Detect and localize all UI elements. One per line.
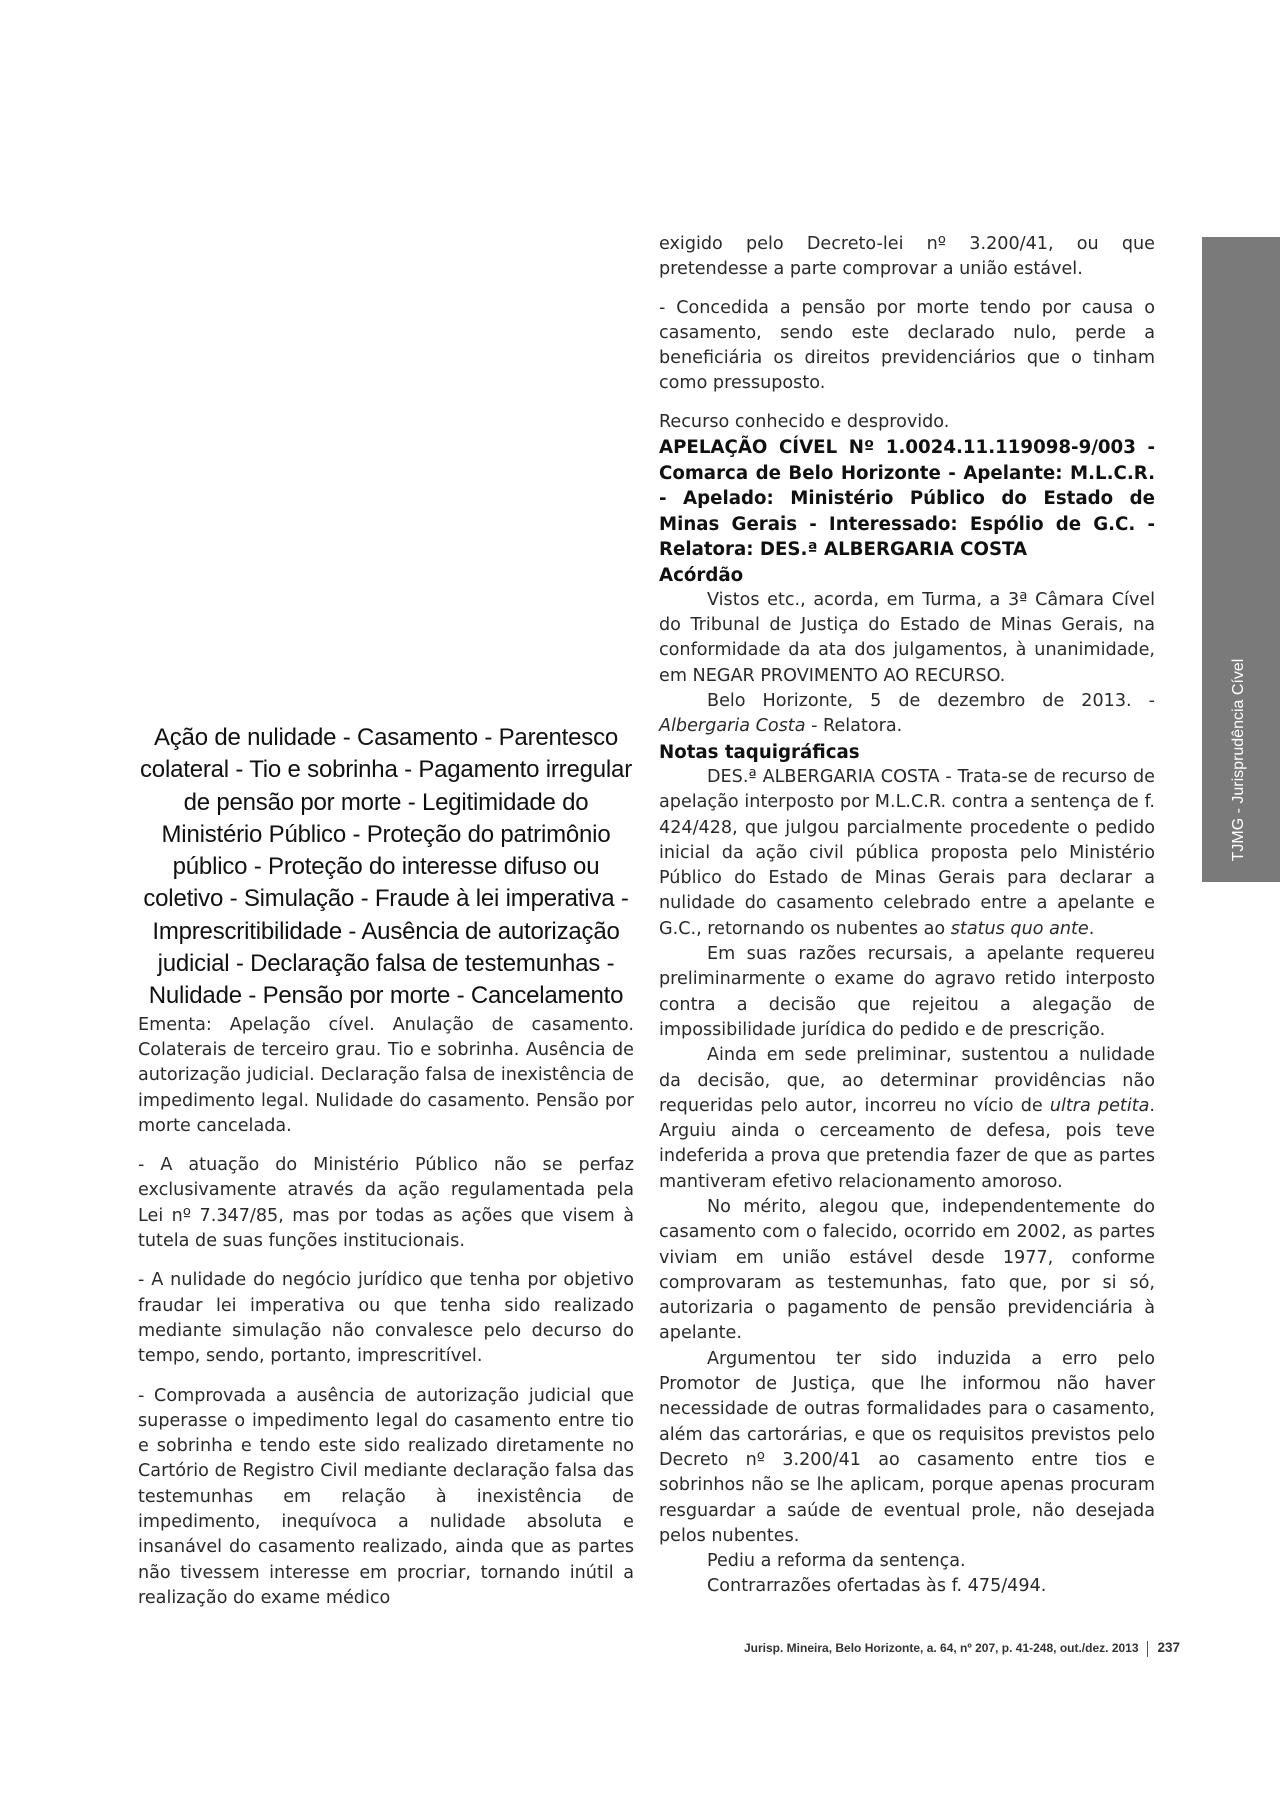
paragraph: - A nulidade do negócio jurídico que tenha por objetivo fraudar lei imperativa ou que tenha sido realizado mediante simulação não convalesce pelo decurso do tempo, sendo, portanto, imprescritível.: [138, 1270, 634, 1367]
text: Ainda em sede preliminar, sustentou a nulidade da decisão, que, ao determinar providências não requeridas pelo autor, incorreu no vício de: [659, 1045, 1155, 1116]
notes-paragraph: Pediu a reforma da sentença.: [707, 1551, 966, 1572]
notes-paragraph: Em suas razões recursais, a apelante requereu preliminarmente o exame do agravo retido interposto contra a decisão que rejeitou a alegação de impossibilidade jurídica do pedido e de prescrição.: [659, 944, 1155, 1040]
paragraph: - A atuação do Ministério Público não se perfaz exclusivamente através da ação regulamentada pela Lei nº 7.347/85, mas por todas as ações que visem à tutela de suas funções institucionais.: [138, 1155, 634, 1252]
left-column: [138, 722, 634, 1611]
acordao-title: Acórdão: [659, 564, 744, 586]
paragraph: - Concedida a pensão por morte tendo por causa o casamento, sendo este declarado nulo, perde a beneficiária os direitos previdenciários que o tinham como pressuposto.: [659, 297, 1155, 394]
paragraph: - Comprovada a ausência de autorização judicial que superasse o impedimento legal do casamento entre tio e sobrinha e tendo este sido realizado diretamente no Cartório de Registro Civil mediante declaração falsa das testemunhas em relação à inexistência de impedimento, inequívoca a nulidade absoluta e insanável do casamento realizado, ainda que as partes não tivessem interesse em procriar, tornando inútil a realização do exame médico: [138, 1385, 634, 1608]
notes-paragraph: No mérito, alegou que, independentemente do casamento com o falecido, ocorrido em 2002, as partes viviam em união estável desde 1977, conforme comprovaram as testemunhas, fato que, por si só, autorizaria o pagamento de pensão previdenciária à apelante.: [659, 1197, 1155, 1344]
notes-paragraph: [659, 765, 1155, 942]
italic-term: status quo ante: [950, 918, 1089, 939]
divider: [1147, 1641, 1148, 1657]
case-header: APELAÇÃO CÍVEL Nº 1.0024.11.119098-9/003 - Comarca de Belo Horizonte - Apelante: M.L.C.R. - Apelado: Ministério Público do Estado de Minas Gerais - Interessado: Espólio de G.C. - Relatora: DES.ª ALBERGARIA COSTA: [659, 437, 1155, 561]
right-column: [659, 232, 1155, 1600]
italic-term: ultra petita: [1049, 1095, 1150, 1116]
page-footer: [744, 1640, 1181, 1657]
signature: Albergaria Costa: [659, 716, 806, 737]
notes-paragraph: Argumentou ter sido induzida a erro pelo Promotor de Justiça, que lhe informou não haver necessidade de outras formalidades para o casamento, além das cartorárias, e que os requisitos previstos pelo Decreto nº 3.200/41 ao casamento entre tios e sobrinhos não se lhe aplicam, porque apenas procuram resguardar a saúde de eventual prole, não desejada pelos nubentes.: [659, 1348, 1155, 1546]
notes-paragraph: [659, 1043, 1155, 1195]
headline: Ação de nulidade - Casamento - Parentesco colateral - Tio e sobrinha - Pagamento irregular de pensão por morte - Legitimidade do Ministério Público - Proteção do patrimônio público - Proteção do interesse difuso ou coletivo - Simulação - Fraude à lei imperativa - Imprescritibilidade - Ausência de autorização judicial - Declaração falsa de testemunhas - Nulidade - Pensão por morte - Cancelamento: [140, 724, 632, 1010]
notas-title: Notas taquigráficas: [659, 741, 860, 763]
role-text: - Relatora.: [805, 716, 903, 737]
text: .: [1088, 918, 1095, 939]
side-tab-label: TJMG - Jurisprudência Cível: [1230, 658, 1247, 862]
page-number: 237: [1157, 1640, 1181, 1655]
acordao-date: [659, 689, 1155, 740]
citation: Jurisp. Mineira, Belo Horizonte, a. 64, nº 207, p. 41-248, out./dez. 2013: [744, 1641, 1139, 1655]
ementa: Ementa: Apelação cível. Anulação de casamento. Colaterais de terceiro grau. Tio e sobrinha. Ausência de autorização judicial. Declaração falsa de inexistência de impedimento legal. Nulidade do casamento. Pensão por morte cancelada.: [138, 1014, 634, 1136]
paragraph: Recurso conhecido e desprovido.: [659, 411, 950, 432]
paragraph: exigido pelo Decreto-lei nº 3.200/41, ou que pretendesse a parte comprovar a união estável.: [659, 234, 1155, 280]
date-text: Belo Horizonte, 5 de dezembro de 2013. -: [707, 691, 1155, 712]
notes-paragraph: Contrarrazões ofertadas às f. 475/494.: [707, 1576, 1047, 1597]
text: DES.ª ALBERGARIA COSTA - Trata-se de recurso de apelação interposto por M.L.C.R. contra a sentença de f. 424/428, que julgou parcialmente procedente o pedido inicial da ação civil pública proposta pelo Ministério Público do Estado de Minas Gerais para declarar a nulidade do casamento celebrado entre a apelante e G.C., retornando os nubentes ao: [659, 766, 1155, 939]
text: . Arguiu ainda o cerceamento de defesa, pois teve indeferida a prova que pretendia fazer de que as partes mantiveram efetivo relacionamento amoroso.: [659, 1095, 1155, 1192]
acordao-text: Vistos etc., acorda, em Turma, a 3ª Câmara Cível do Tribunal de Justiça do Estado de Minas Gerais, na conformidade da ata dos julgamentos, à unanimidade, em NEGAR PROVIMENTO AO RECURSO.: [659, 589, 1155, 686]
